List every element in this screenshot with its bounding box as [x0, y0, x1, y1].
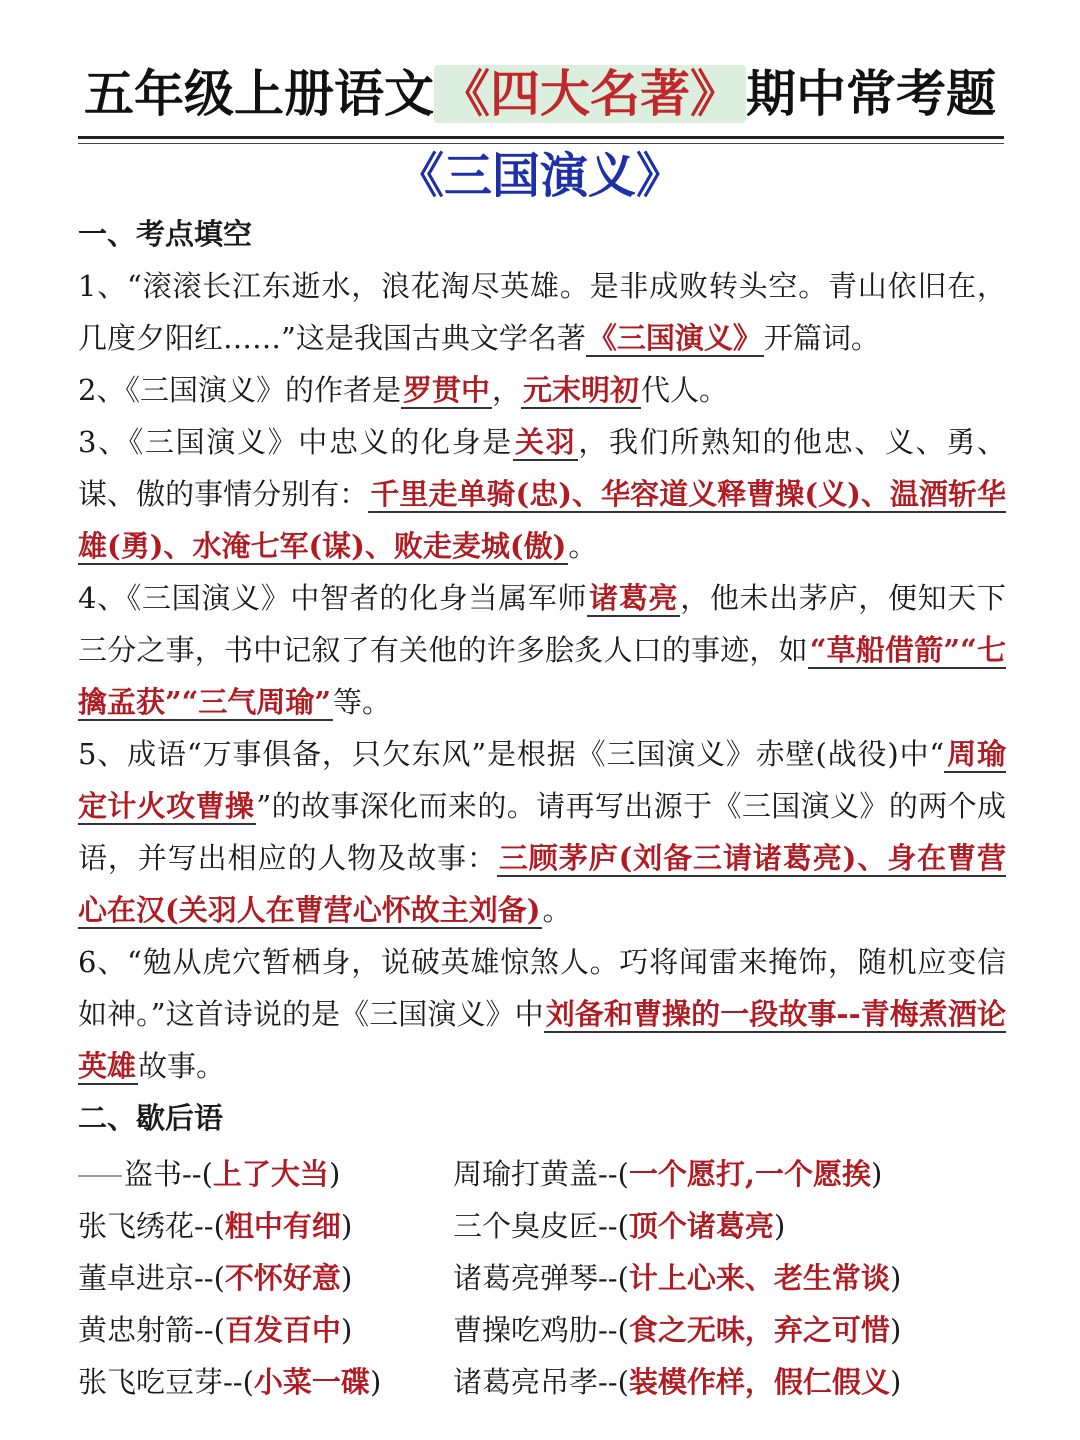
xiehouyu-answer: 一个愿打,一个愿挨 [628, 1157, 872, 1191]
xiehouyu-row [78, 1200, 1006, 1252]
q4-text-mid: ，他未出茅庐，便知天下三分之事，书中记叙了有关他的许多脍炙人口的事迹，如 [78, 581, 1006, 667]
xiehouyu-item [78, 1148, 453, 1200]
q6-text-end: 故事。 [138, 1049, 226, 1083]
q5-text: 5、成语“万事俱备，只欠东风”是根据《三国演义》赤壁(战役)中“ [78, 737, 945, 771]
question-1 [78, 260, 1006, 364]
q3-text: 3、《三国演义》中忠义的化身是 [78, 425, 513, 459]
xiehouyu-close: ) [773, 1209, 786, 1243]
question-5 [78, 728, 1006, 936]
question-4 [78, 572, 1006, 728]
xiehouyu-question: 董卓进京--( [78, 1261, 225, 1295]
q2-answer-era: 元末明初 [522, 373, 639, 407]
xiehouyu-row [78, 1252, 1006, 1304]
xiehouyu-close: ) [328, 1157, 341, 1191]
xiehouyu-item [453, 1200, 1006, 1252]
q5-text-end: 。 [542, 893, 572, 927]
title-suffix: 期中常考题 [746, 65, 996, 123]
q5-text-mid: ”的故事深化而来的。请再写出源于《三国演义》的两个成语，并写出相应的人物及故事： [78, 789, 1006, 875]
worksheet-content [78, 208, 1006, 1408]
xiehouyu-question: 张飞吃豆芽--( [78, 1365, 254, 1399]
question-6 [78, 936, 1006, 1092]
xiehouyu-question: 盗书--( [124, 1157, 213, 1191]
q6-answer: 刘备和曹操的一段故事--青梅煮酒论英雄 [78, 997, 1007, 1083]
xiehouyu-close: ) [340, 1313, 353, 1347]
xiehouyu-item [453, 1148, 1006, 1200]
q1-text-end: 开篇词。 [763, 321, 880, 355]
q2-text: 2、《三国演义》的作者是 [78, 373, 401, 407]
xiehouyu-question: 曹操吃鸡肋--( [453, 1313, 629, 1347]
xiehouyu-answer: 顶个诸葛亮 [628, 1209, 774, 1243]
xiehouyu-question: 诸葛亮弹琴--( [453, 1261, 629, 1295]
q1-answer: 《三国演义》 [587, 321, 762, 355]
xiehouyu-close: ) [871, 1157, 883, 1191]
blank-line [78, 1175, 122, 1177]
title-highlight: 《四大名著》 [434, 65, 746, 123]
xiehouyu-item [453, 1356, 1006, 1408]
xiehouyu-answer: 百发百中 [224, 1313, 341, 1347]
q4-text-end: 等。 [333, 685, 392, 719]
xiehouyu-answer: 上了大当 [212, 1157, 329, 1191]
xiehouyu-answer: 装模作样，假仁假义 [628, 1365, 890, 1399]
q4-answer-person: 诸葛亮 [589, 581, 679, 615]
xiehouyu-close: ) [889, 1261, 902, 1295]
title-prefix: 五年级上册语文 [84, 65, 434, 123]
title-rule-thick [78, 136, 1004, 139]
xiehouyu-close: ) [340, 1209, 353, 1243]
book-subtitle: 《三国演义》 [395, 148, 684, 204]
xiehouyu-question: 周瑜打黄盖--( [453, 1157, 629, 1191]
page-title [0, 56, 1080, 132]
xiehouyu-row [78, 1356, 1006, 1408]
xiehouyu-answer: 小菜一碟 [253, 1365, 370, 1399]
xiehouyu-question: 三个臭皮匠--( [453, 1209, 629, 1243]
q6-text: 6、“勉从虎穴暂栖身，说破英雄惊煞人。巧将闻雷来掩饰，随机应变信如神。”这首诗说的是《三国演义》中 [78, 945, 1006, 1031]
xiehouyu-item [78, 1356, 453, 1408]
xiehouyu-row [78, 1148, 1006, 1200]
q2-text-end: 代人。 [641, 373, 729, 407]
question-3 [78, 416, 1006, 572]
xiehouyu-item [453, 1252, 1006, 1304]
q4-answer-stories: “草船借箭”“七擒孟获”“三气周瑜” [78, 633, 1006, 719]
xiehouyu-close: ) [889, 1313, 902, 1347]
xiehouyu-row [78, 1304, 1006, 1356]
q5-answer-story: 周瑜定计火攻曹操 [78, 737, 1006, 823]
xiehouyu-answer: 不怀好意 [224, 1261, 341, 1295]
xiehouyu-question: 黄忠射箭--( [78, 1313, 225, 1347]
q5-answer-idioms: 三顾茅庐(刘备三请诸葛亮)、身在曹营心在汉(关羽人在曹营心怀故主刘备) [78, 841, 1006, 927]
section-heading-xiehouyu: 二、歇后语 [78, 1101, 224, 1135]
xiehouyu-close: ) [369, 1365, 382, 1399]
xiehouyu-question: 张飞绣花--( [78, 1209, 225, 1243]
xiehouyu-answer: 计上心来、老生常谈 [628, 1261, 890, 1295]
q3-text-end: 。 [568, 529, 598, 563]
xiehouyu-answer: 食之无味，弃之可惜 [628, 1313, 890, 1347]
q3-answer-stories: 千里走单骑(忠)、华容道义释曹操(义)、温酒斩华雄(勇)、水淹七军(谋)、败走麦城(傲) [78, 477, 1006, 563]
q2-answer-author: 罗贯中 [402, 373, 490, 407]
q2-text-mid: ， [491, 373, 521, 407]
q3-answer-person: 关羽 [514, 425, 577, 459]
xiehouyu-question: 诸葛亮吊孝--( [453, 1365, 629, 1399]
xiehouyu-item [78, 1304, 453, 1356]
q4-text: 4、《三国演义》中智者的化身当属军师 [78, 581, 588, 615]
section-heading-fill-blank: 一、考点填空 [78, 217, 253, 251]
xiehouyu-list [78, 1148, 1006, 1408]
xiehouyu-item [78, 1252, 453, 1304]
xiehouyu-item [78, 1200, 453, 1252]
xiehouyu-close: ) [889, 1365, 902, 1399]
q1-text: 1、“滚滚长江东逝水，浪花淘尽英雄。是非成败转头空。青山依旧在，几度夕阳红……”这是我国古典文学名著 [78, 269, 1006, 355]
xiehouyu-item [453, 1304, 1006, 1356]
question-2 [78, 364, 1006, 416]
title-rule-thin [78, 143, 1004, 144]
xiehouyu-close: ) [340, 1261, 353, 1295]
xiehouyu-answer: 粗中有细 [224, 1209, 341, 1243]
q3-text-mid: ，我们所熟知的他忠、义、勇、谋、傲的事情分别有： [78, 425, 1006, 511]
